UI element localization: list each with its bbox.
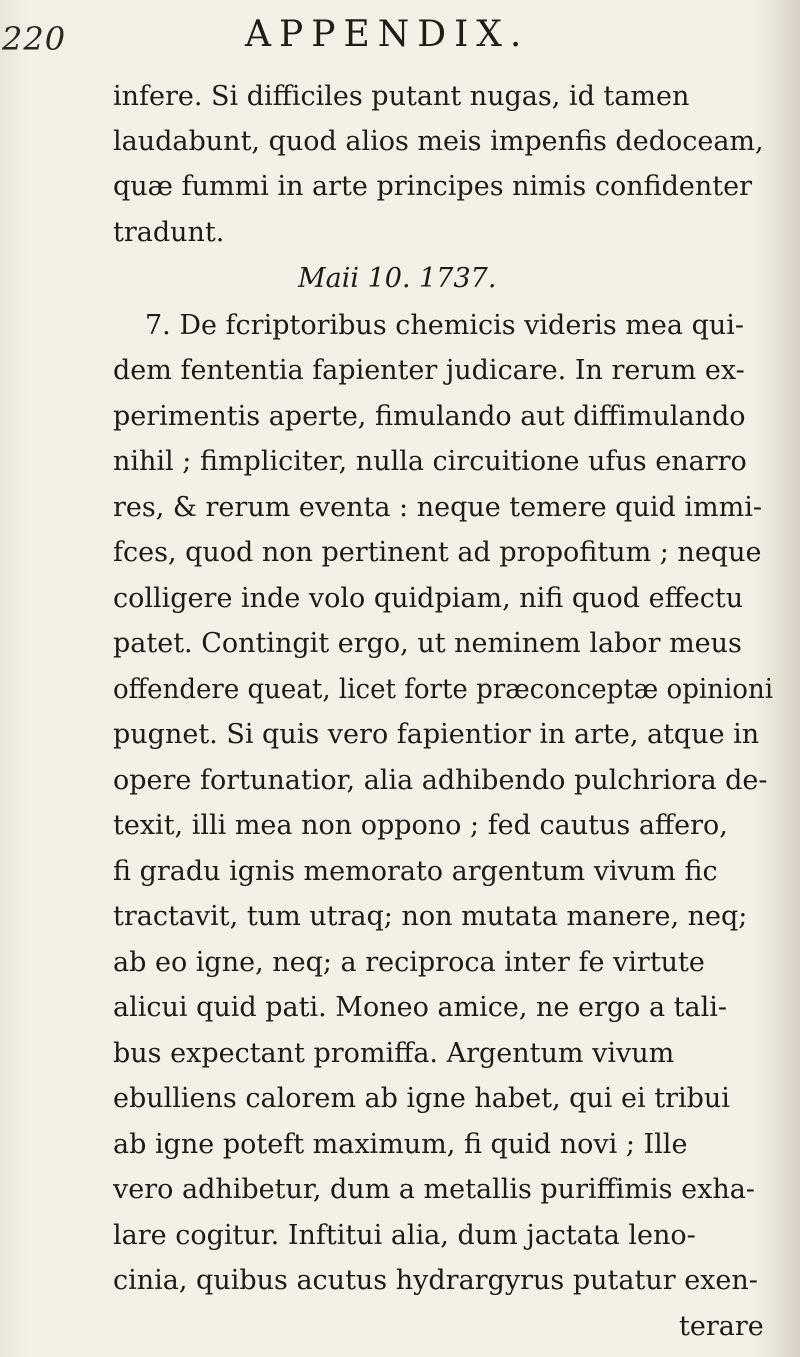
text-line: quæ fummi in arte principes nimis confidenter bbox=[113, 171, 752, 202]
text-line: opere fortunatior, alia adhibendo pulchriora de- bbox=[113, 765, 768, 796]
text-line: fi gradu ignis memorato argentum vivum fic bbox=[113, 856, 718, 887]
text-line: res, & rerum eventa : neque temere quid immi- bbox=[113, 492, 762, 523]
text-line: texit, illi mea non oppono ; fed cautus affero, bbox=[113, 810, 728, 841]
text-line: 7. De fcriptoribus chemicis videris mea qui- bbox=[145, 310, 744, 341]
dateline: Maii 10. 1737. bbox=[298, 263, 497, 294]
page-number: 220 bbox=[2, 20, 67, 58]
text-line: nihil ; fimpliciter, nulla circuitione ufus enarro bbox=[113, 446, 747, 477]
text-line: infere. Si difficiles putant nugas, id tamen bbox=[113, 81, 690, 112]
text-line: alicui quid pati. Moneo amice, ne ergo a tali- bbox=[113, 992, 727, 1023]
text-line: ab igne poteft maximum, fi quid novi ; Ille bbox=[113, 1129, 688, 1160]
text-line: perimentis aperte, fimulando aut diffimulando bbox=[113, 401, 746, 432]
running-head: APPENDIX. bbox=[245, 14, 530, 55]
text-line: patet. Contingit ergo, ut neminem labor meus bbox=[113, 628, 742, 659]
text-line: dem fententia fapienter judicare. In rerum ex- bbox=[113, 355, 745, 386]
text-line: lare cogitur. Inftitui alia, dum jactata leno- bbox=[113, 1220, 696, 1251]
text-line: fces, quod non pertinent ad propofitum ; neque bbox=[113, 537, 762, 568]
text-line: ebulliens calorem ab igne habet, qui ei tribui bbox=[113, 1083, 730, 1114]
text-line: vero adhibetur, dum a metallis puriffimis exha- bbox=[113, 1174, 755, 1205]
text-line: colligere inde volo quidpiam, nifi quod effectu bbox=[113, 583, 744, 614]
text-line: bus expectant promiffa. Argentum vivum bbox=[113, 1038, 675, 1069]
text-line: tradunt. bbox=[113, 217, 225, 248]
catchword: terare bbox=[679, 1311, 764, 1342]
text-line: tractavit, tum utraq; non mutata manere, neq; bbox=[113, 901, 748, 932]
text-line: ab eo igne, neq; a reciproca inter fe virtute bbox=[113, 947, 705, 978]
text-line: laudabunt, quod alios meis impenfis dedoceam, bbox=[113, 126, 764, 157]
text-line: pugnet. Si quis vero fapientior in arte, atque in bbox=[113, 719, 760, 750]
text-line: offendere queat, licet forte præconceptæ opinioni bbox=[113, 674, 774, 705]
text-line: cinia, quibus acutus hydrargyrus putatur exen- bbox=[113, 1265, 758, 1296]
